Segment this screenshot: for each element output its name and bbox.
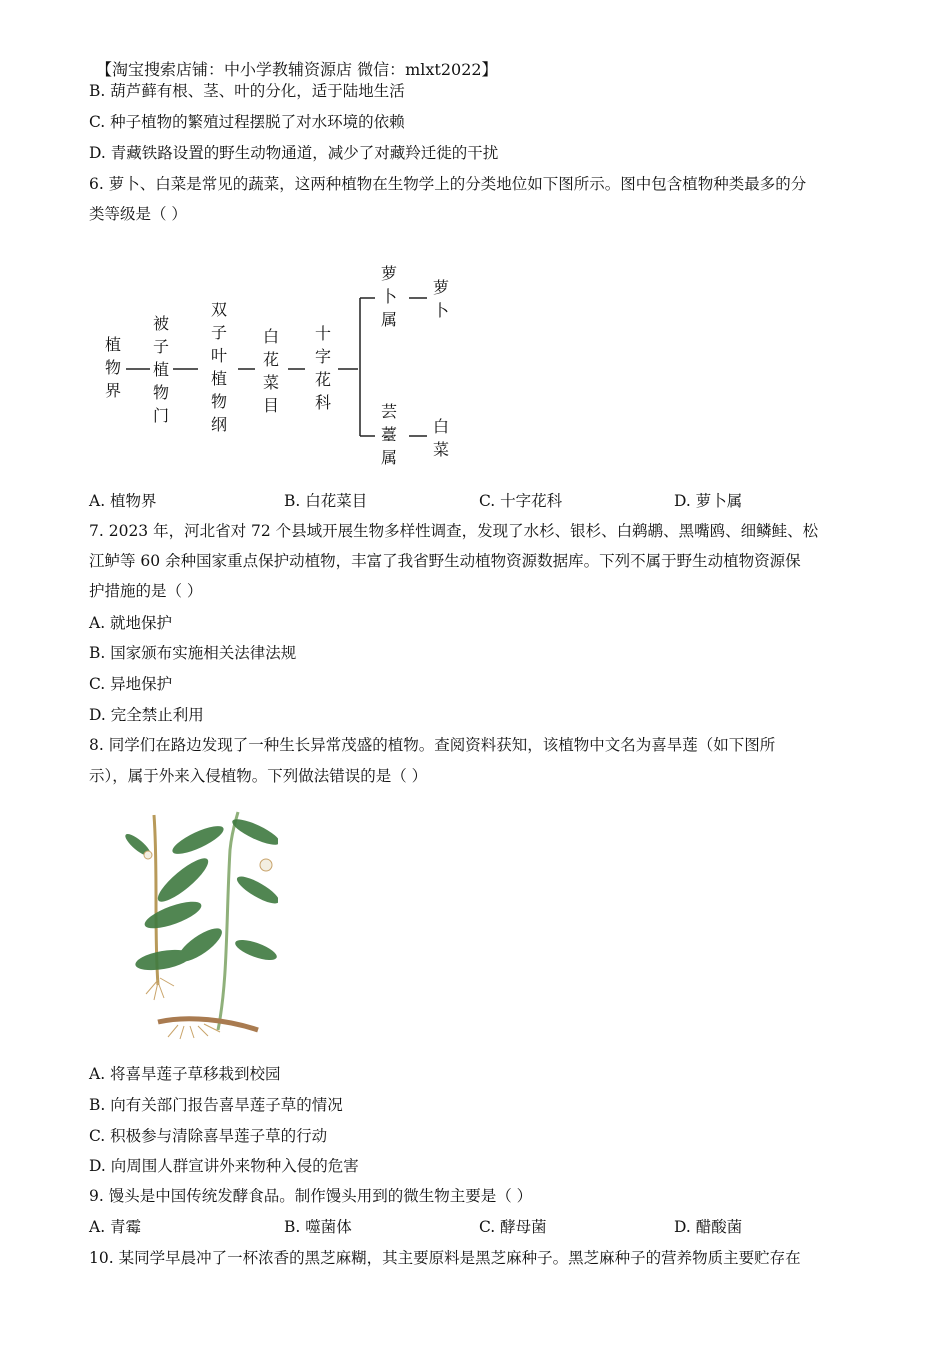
q10-stem: 10. 某同学早晨冲了一杯浓香的黑芝麻糊，其主要原料是黑芝麻种子。黑芝麻种子的营养物质主要贮存在	[89, 1249, 801, 1267]
q5-option-d: D. 青藏铁路设置的野生动物通道，减少了对藏羚迁徙的干扰	[89, 144, 499, 162]
page-header: 【淘宝搜索店铺：中小学教辅资源店 微信：mlxt2022】	[96, 60, 498, 79]
q7-option-a: A. 就地保护	[89, 614, 173, 632]
q8-stem-line2: 示），属于外来入侵植物。下列做法错误的是（ ）	[89, 767, 428, 785]
q8-option-d: D. 向周围人群宣讲外来物种入侵的危害	[89, 1157, 359, 1175]
taxon-kingdom: 植物界	[104, 335, 121, 400]
taxon-species-cabbage: 白菜	[432, 417, 449, 459]
q8-option-a: A. 将喜旱莲子草移栽到校园	[89, 1065, 281, 1083]
q8-option-c: C. 积极参与清除喜旱莲子草的行动	[89, 1127, 328, 1145]
q7-stem-line1: 7. 2023 年，河北省对 72 个县域开展生物多样性调查，发现了水杉、银杉、白鹈鹕、黑嘴鸥、细鳞鲑、松	[89, 522, 819, 540]
taxon-phylum: 被子植物门	[152, 314, 169, 425]
q9-option-a: A. 青霉	[89, 1218, 142, 1236]
q9-option-c: C. 酵母菌	[479, 1218, 547, 1236]
q6-option-a: A. 植物界	[89, 492, 157, 510]
q5-option-c: C. 种子植物的繁殖过程摆脱了对水环境的依赖	[89, 113, 405, 131]
q8-option-b: B. 向有关部门报告喜旱莲子草的情况	[89, 1096, 343, 1114]
q6-option-b: B. 白花菜目	[284, 492, 368, 510]
q6-stem-line1: 6. 萝卜、白菜是常见的蔬菜，这两种植物在生物学上的分类地位如下图所示。图中包含植物种类最多的分	[89, 175, 807, 193]
alligator-weed-illustration	[118, 810, 278, 1040]
q9-option-b: B. 噬菌体	[284, 1218, 352, 1236]
taxon-genus-raphanus: 萝卜属	[380, 264, 397, 329]
q6-option-d: D. 萝卜属	[674, 492, 743, 510]
q5-option-b: B. 葫芦藓有根、茎、叶的分化，适于陆地生活	[89, 82, 405, 100]
q7-option-d: D. 完全禁止利用	[89, 706, 204, 724]
q7-option-c: C. 异地保护	[89, 675, 173, 693]
q8-stem-line1: 8. 同学们在路边发现了一种生长异常茂盛的植物。查阅资料获知，该植物中文名为喜旱莲（如下图所	[89, 736, 776, 754]
taxon-species-radish: 萝卜	[432, 278, 449, 320]
q7-stem-line3: 护措施的是（ ）	[89, 582, 203, 600]
q6-stem-line2: 类等级是（ ）	[89, 205, 187, 223]
taxon-genus-brassica: 芸薹属	[380, 402, 397, 467]
taxon-family: 十字花科	[314, 324, 331, 412]
q9-option-d: D. 醋酸菌	[674, 1218, 743, 1236]
q6-option-c: C. 十字花科	[479, 492, 563, 510]
q7-stem-line2: 江鲈等 60 余种国家重点保护动植物，丰富了我省野生动植物资源数据库。下列不属于野生动植物资源保	[89, 552, 801, 570]
taxon-class: 双子叶植物纲	[210, 300, 227, 434]
q9-stem: 9. 馒头是中国传统发酵食品。制作馒头用到的微生物主要是（ ）	[89, 1187, 533, 1205]
q7-option-b: B. 国家颁布实施相关法律法规	[89, 644, 297, 662]
taxon-order: 白花菜目	[262, 327, 279, 415]
